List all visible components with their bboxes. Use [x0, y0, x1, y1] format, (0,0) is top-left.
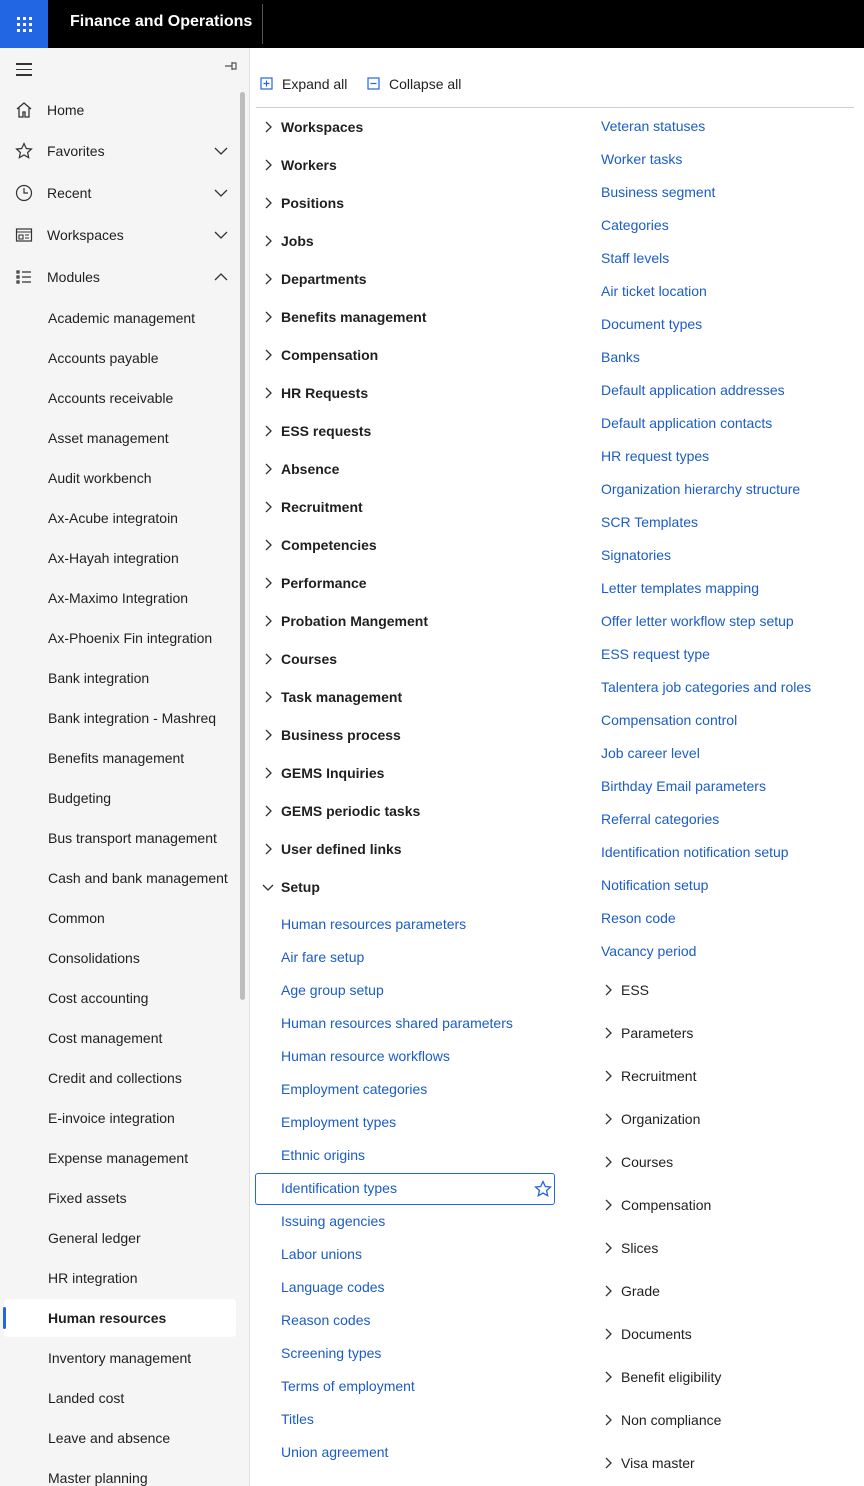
module-label: Consolidations: [48, 950, 140, 966]
chevron-right-icon: [602, 1199, 614, 1211]
module-label: Benefits management: [48, 750, 185, 766]
menu-link[interactable]: Staff levels: [601, 250, 670, 266]
module-label: Academic management: [48, 310, 196, 326]
chevron-right-icon: [262, 843, 274, 855]
chevron-right-icon: [262, 691, 274, 703]
chevron-right-icon: [262, 349, 274, 361]
list-icon: [15, 268, 33, 286]
chevron-right-icon: [602, 1371, 614, 1383]
module-item[interactable]: [4, 1299, 236, 1337]
menu-group-label: ESS requests: [281, 423, 372, 439]
menu-link[interactable]: Worker tasks: [601, 151, 683, 167]
menu-group[interactable]: [258, 722, 558, 748]
menu-link[interactable]: Age group setup: [281, 982, 384, 998]
chevron-down-icon[interactable]: [214, 228, 228, 242]
menu-group[interactable]: [258, 684, 558, 710]
top-bar: [0, 0, 864, 48]
menu-group-label: GEMS Inquiries: [281, 765, 385, 781]
menu-link[interactable]: Reson code: [601, 910, 676, 926]
menu-group-label: Task management: [281, 689, 403, 705]
menu-group-label: HR Requests: [281, 385, 369, 401]
module-item[interactable]: [0, 699, 236, 737]
menu-link[interactable]: Air fare setup: [281, 949, 365, 965]
setup-subgroup[interactable]: [600, 1192, 850, 1218]
chevron-right-icon: [602, 1242, 614, 1254]
workspace-icon: [15, 226, 33, 244]
module-item[interactable]: [0, 499, 236, 537]
module-item[interactable]: [0, 1139, 236, 1177]
menu-link[interactable]: Categories: [601, 217, 669, 233]
chevron-right-icon: [262, 159, 274, 171]
module-item[interactable]: [0, 939, 236, 977]
menu-link[interactable]: Titles: [281, 1411, 314, 1427]
module-item[interactable]: [0, 1099, 236, 1137]
menu-group[interactable]: [258, 342, 558, 368]
menu-link[interactable]: Banks: [601, 349, 640, 365]
module-item[interactable]: [0, 1179, 236, 1217]
menu-link[interactable]: SCR Templates: [601, 514, 699, 530]
module-item[interactable]: [0, 299, 236, 337]
module-item[interactable]: [0, 739, 236, 777]
home-icon: [15, 101, 33, 119]
chevron-right-icon: [602, 1328, 614, 1340]
setup-subgroup-label: Slices: [621, 1240, 659, 1256]
menu-link[interactable]: Terms of employment: [281, 1378, 415, 1394]
module-item[interactable]: [0, 1419, 236, 1457]
module-label: Bank integration: [48, 670, 150, 686]
nav-item-label: Modules: [47, 269, 100, 285]
menu-link[interactable]: Letter templates mapping: [601, 580, 759, 596]
menu-group-label: Business process: [281, 727, 401, 743]
setup-subgroup-label: ESS: [621, 982, 650, 998]
divider: [262, 4, 263, 44]
setup-subgroup-label: Parameters: [621, 1025, 694, 1041]
module-label: Budgeting: [48, 790, 112, 806]
module-item[interactable]: [0, 659, 236, 697]
nav-item-workspaces[interactable]: [0, 217, 240, 253]
menu-link[interactable]: Employment categories: [281, 1081, 428, 1097]
menu-link[interactable]: Identification types: [281, 1180, 397, 1196]
module-label: Audit workbench: [48, 470, 152, 486]
chevron-right-icon: [262, 653, 274, 665]
module-item[interactable]: [0, 1259, 236, 1297]
module-label: Cash and bank management: [48, 870, 228, 886]
nav-item-home[interactable]: [0, 92, 240, 128]
chevron-right-icon: [602, 1156, 614, 1168]
menu-link[interactable]: Screening types: [281, 1345, 382, 1361]
setup-subgroup-label: Courses: [621, 1154, 674, 1170]
menu-link[interactable]: Labor unions: [281, 1246, 362, 1262]
module-label: Bus transport management: [48, 830, 217, 846]
menu-group-label: GEMS periodic tasks: [281, 803, 421, 819]
module-item[interactable]: [0, 979, 236, 1017]
app-launcher-button[interactable]: [0, 0, 48, 48]
waffle-icon: [17, 17, 32, 32]
menu-group-label: Departments: [281, 271, 367, 287]
menu-link[interactable]: Signatories: [601, 547, 672, 563]
chevron-right-icon: [602, 1457, 614, 1469]
menu-group[interactable]: [258, 190, 558, 216]
pin-icon[interactable]: [224, 60, 238, 75]
module-item[interactable]: [0, 819, 236, 857]
chevron-down-icon[interactable]: [214, 144, 228, 158]
menu-group[interactable]: [258, 456, 558, 482]
chevron-right-icon: [602, 1285, 614, 1297]
menu-group[interactable]: [258, 114, 558, 140]
menu-group[interactable]: [258, 646, 558, 672]
menu-group-label: Positions: [281, 195, 345, 211]
menu-group-label: Competencies: [281, 537, 377, 553]
menu-link[interactable]: Compensation control: [601, 712, 738, 728]
module-label: Asset management: [48, 430, 169, 446]
chevron-right-icon: [262, 273, 274, 285]
nav-item-label: Recent: [47, 185, 92, 201]
module-item[interactable]: [0, 1459, 236, 1486]
module-label: Credit and collections: [48, 1070, 182, 1086]
setup-subgroup-label: Non compliance: [621, 1412, 722, 1428]
module-item[interactable]: [0, 779, 236, 817]
module-label: HR integration: [48, 1270, 138, 1286]
favorite-star-icon[interactable]: [534, 1180, 552, 1198]
menu-group-label: Performance: [281, 575, 367, 591]
menu-link[interactable]: Vacancy period: [601, 943, 697, 959]
module-label: Ax-Phoenix Fin integration: [48, 630, 213, 646]
menu-link[interactable]: Notification setup: [601, 877, 709, 893]
module-label: Landed cost: [48, 1390, 125, 1406]
setup-subgroup-label: Documents: [621, 1326, 692, 1342]
app-title[interactable]: Finance and Operations: [70, 13, 253, 30]
menu-group[interactable]: [258, 266, 558, 292]
menu-link[interactable]: Air ticket location: [601, 283, 707, 299]
chevron-right-icon: [262, 425, 274, 437]
menu-group[interactable]: [258, 570, 558, 596]
menu-group[interactable]: [258, 304, 558, 330]
menu-link[interactable]: Veteran statuses: [601, 118, 706, 134]
active-indicator: [3, 1307, 6, 1329]
setup-subgroup[interactable]: [600, 1149, 850, 1175]
module-label: Cost accounting: [48, 990, 149, 1006]
module-item[interactable]: [0, 1219, 236, 1257]
menu-link[interactable]: Union agreement: [281, 1444, 389, 1460]
menu-link[interactable]: HR request types: [601, 448, 710, 464]
chevron-right-icon: [602, 984, 614, 996]
star-icon: [15, 142, 33, 160]
chevron-down-icon[interactable]: [214, 186, 228, 200]
setup-subgroup-label: Benefit eligibility: [621, 1369, 722, 1385]
menu-group[interactable]: [258, 798, 558, 824]
collapse-all-label: Collapse all: [389, 76, 462, 92]
setup-subgroup-label: Recruitment: [621, 1068, 697, 1084]
chevron-right-icon: [262, 539, 274, 551]
menu-link[interactable]: Ethnic origins: [281, 1147, 366, 1163]
nav-item-label: Home: [47, 102, 85, 118]
chevron-right-icon: [262, 197, 274, 209]
menu-link[interactable]: Reason codes: [281, 1312, 371, 1328]
menu-link[interactable]: Human resources parameters: [281, 916, 467, 932]
menu-link[interactable]: Language codes: [281, 1279, 385, 1295]
menu-link[interactable]: Default application contacts: [601, 415, 773, 431]
module-item[interactable]: [0, 539, 236, 577]
module-item[interactable]: [0, 1059, 236, 1097]
module-label: Ax-Hayah integration: [48, 550, 179, 566]
nav-item-label: Favorites: [47, 143, 105, 159]
menu-group[interactable]: [258, 608, 558, 634]
module-label: Cost management: [48, 1030, 163, 1046]
menu-group-label: Absence: [281, 461, 340, 477]
menu-group[interactable]: [258, 874, 558, 900]
setup-subgroup[interactable]: [600, 1321, 850, 1347]
chevron-down-icon: [262, 881, 274, 893]
chevron-right-icon: [262, 805, 274, 817]
module-label: Human resources: [48, 1310, 167, 1326]
module-item[interactable]: [0, 1379, 236, 1417]
menu-group[interactable]: [258, 532, 558, 558]
menu-group-label: Workers: [281, 157, 337, 173]
setup-subgroup[interactable]: [600, 1020, 850, 1046]
menu-group[interactable]: [258, 760, 558, 786]
chevron-right-icon: [602, 1414, 614, 1426]
chevron-right-icon: [262, 615, 274, 627]
module-label: Bank integration - Mashreq: [48, 710, 217, 726]
menu-group-label: Benefits management: [281, 309, 427, 325]
setup-subgroup-label: Organization: [621, 1111, 701, 1127]
menu-group[interactable]: [258, 228, 558, 254]
menu-group[interactable]: [258, 836, 558, 862]
module-label: Accounts payable: [48, 350, 159, 366]
nav-item-favorites[interactable]: [0, 133, 240, 169]
chevron-right-icon: [262, 729, 274, 741]
module-label: Leave and absence: [48, 1430, 171, 1446]
chevron-right-icon: [262, 577, 274, 589]
menu-group-label: Workspaces: [281, 119, 364, 135]
expand-icon: [260, 77, 274, 91]
menu-link[interactable]: ESS request type: [601, 646, 710, 662]
nav-scrollbar[interactable]: [240, 92, 245, 1000]
menu-group[interactable]: [258, 418, 558, 444]
setup-subgroup[interactable]: [600, 1364, 850, 1390]
module-label: Inventory management: [48, 1350, 192, 1366]
module-item[interactable]: [0, 339, 236, 377]
collapse-icon: [367, 77, 381, 91]
module-item[interactable]: [0, 1339, 236, 1377]
collapse-all-button[interactable]: [367, 76, 461, 92]
menu-link[interactable]: Default application addresses: [601, 382, 785, 398]
menu-group-label: Setup: [281, 879, 320, 895]
module-item[interactable]: [0, 899, 236, 937]
module-item[interactable]: [0, 459, 236, 497]
module-label: Common: [48, 910, 105, 926]
setup-subgroup[interactable]: [600, 977, 850, 1003]
nav-item-label: Workspaces: [47, 227, 124, 243]
chevron-right-icon: [262, 235, 274, 247]
menu-link[interactable]: Document types: [601, 316, 703, 332]
module-label: Fixed assets: [48, 1190, 127, 1206]
setup-subgroup[interactable]: [600, 1106, 850, 1132]
module-label: Ax-Maximo Integration: [48, 590, 189, 606]
chevron-right-icon: [602, 1070, 614, 1082]
menu-group[interactable]: [258, 380, 558, 406]
menu-link[interactable]: Business segment: [601, 184, 716, 200]
chevron-right-icon: [262, 767, 274, 779]
module-label: Ax-Acube integratoin: [48, 510, 178, 526]
module-item[interactable]: [0, 379, 236, 417]
chevron-right-icon: [262, 463, 274, 475]
module-label: Master planning: [48, 1470, 148, 1486]
menu-group-label: Compensation: [281, 347, 379, 363]
menu-group-label: Jobs: [281, 233, 314, 249]
setup-subgroup[interactable]: [600, 1235, 850, 1261]
module-item[interactable]: [0, 1019, 236, 1057]
setup-subgroup[interactable]: [600, 1450, 850, 1476]
menu-link[interactable]: Job career level: [601, 745, 700, 761]
clock-icon: [15, 184, 33, 202]
menu-group-label: Probation Mangement: [281, 613, 429, 629]
chevron-up-icon[interactable]: [214, 270, 228, 284]
menu-group-label: User defined links: [281, 841, 402, 857]
menu-link[interactable]: Issuing agencies: [281, 1213, 386, 1229]
chevron-right-icon: [602, 1113, 614, 1125]
setup-subgroup-label: Visa master: [621, 1455, 695, 1471]
module-label: Accounts receivable: [48, 390, 174, 406]
chevron-right-icon: [262, 311, 274, 323]
module-label: E-invoice integration: [48, 1110, 175, 1126]
menu-link[interactable]: Human resources shared parameters: [281, 1015, 513, 1031]
menu-group[interactable]: [258, 494, 558, 520]
setup-subgroup[interactable]: [600, 1278, 850, 1304]
module-label: General ledger: [48, 1230, 141, 1246]
menu-group-label: Courses: [281, 651, 338, 667]
menu-link[interactable]: Birthday Email parameters: [601, 778, 766, 794]
menu-link[interactable]: Human resource workflows: [281, 1048, 450, 1064]
expand-all-button[interactable]: [260, 76, 347, 92]
divider: [256, 107, 854, 108]
menu-link[interactable]: Identification notification setup: [601, 844, 789, 860]
chevron-right-icon: [262, 387, 274, 399]
menu-link[interactable]: Offer letter workflow step setup: [601, 613, 794, 629]
setup-subgroup[interactable]: [600, 1063, 850, 1089]
chevron-right-icon: [262, 121, 274, 133]
menu-link[interactable]: Employment types: [281, 1114, 397, 1130]
menu-group[interactable]: [258, 152, 558, 178]
nav-item-modules[interactable]: [0, 259, 240, 295]
chevron-right-icon: [262, 501, 274, 513]
menu-link[interactable]: Organization hierarchy structure: [601, 481, 801, 497]
menu-link[interactable]: Talentera job categories and roles: [601, 679, 812, 695]
chevron-right-icon: [602, 1027, 614, 1039]
nav-item-recent[interactable]: [0, 175, 240, 211]
setup-subgroup-label: Compensation: [621, 1197, 712, 1213]
menu-link[interactable]: Referral categories: [601, 811, 720, 827]
module-label: Expense management: [48, 1150, 189, 1166]
navigation-pane: [0, 48, 250, 1486]
menu-group-label: Recruitment: [281, 499, 363, 515]
hamburger-menu-icon[interactable]: [16, 63, 32, 80]
setup-subgroup-label: Grade: [621, 1283, 660, 1299]
module-item[interactable]: [0, 579, 236, 617]
module-item[interactable]: [0, 619, 236, 657]
setup-subgroup[interactable]: [600, 1407, 850, 1433]
expand-all-label: Expand all: [282, 76, 348, 92]
module-item[interactable]: [0, 419, 236, 457]
module-item[interactable]: [0, 859, 236, 897]
